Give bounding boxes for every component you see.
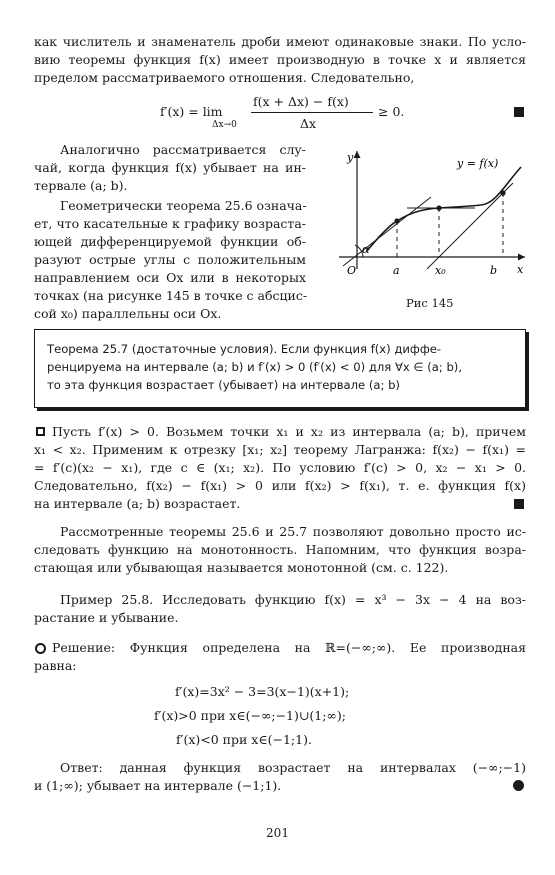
tangent-line: [343, 197, 431, 266]
figure-caption: Рис 145: [406, 296, 454, 310]
solution-line-1: Решение: Функция определена на ℝ=(−∞;∞). Ее производная: [52, 640, 526, 655]
example-line-2: растание и убывание.: [34, 610, 179, 625]
left-text-4: Геометрически теорема 25.6 означа-: [60, 198, 307, 213]
theorem-box: [34, 329, 526, 408]
proof-line-5: на интервале (a; b) возрастает.: [34, 496, 241, 511]
left-text-5: ет, что касательные к графику возраста-: [34, 216, 306, 231]
answer-line-1: Ответ: данная функция возрастает на интервалах (−∞;−1): [60, 760, 526, 775]
remark-line-3: стающая или убывающая называется монотонной (см. с. 122).: [34, 560, 449, 575]
point-x0: [436, 205, 441, 210]
limit-numerator: f(x + Δx) − f(x): [253, 94, 349, 109]
proof-start-square: [36, 427, 45, 436]
left-text-3: тервале (a; b).: [34, 178, 128, 193]
secant-line: [427, 183, 513, 269]
left-text-2: чай, когда функция f(x) убывает на ин-: [34, 160, 306, 175]
example-line-1: Пример 25.8. Исследовать функцию f(x) = x³ − 3x − 4 на воз-: [60, 592, 526, 607]
intro-line-3: пределом рассматриваемого отношения. Следовательно,: [34, 70, 415, 85]
left-text-7: разуют острые углы с положительным: [34, 252, 306, 267]
left-text-10: сой x₀) параллельны оси Ox.: [34, 306, 222, 321]
proof-line-2: x₁ < x₂. Применим к отрезку [x₁; x₂] теорему Лагранжа: f(x₂) − f(x₁) =: [34, 442, 526, 457]
theorem-line-2: ренцируема на интервале (a; b) и f′(x) > 0 (f′(x) < 0) для ∀x ∈ (a; b),: [47, 360, 463, 374]
limit-rhs: ≥ 0.: [378, 104, 405, 119]
intro-line-1: как числитель и знаменатель дроби имеют одинаковые знаки. По усло-: [34, 34, 526, 49]
curve-label: y = f(x): [457, 157, 499, 170]
left-text-9: точках (на рисунке 145 в точке c абсцис-: [34, 288, 308, 303]
end-proof-square: [514, 107, 524, 117]
y-axis-label: y: [347, 151, 354, 164]
left-text-8: направлением оси Ox или в некоторых: [34, 270, 306, 285]
point-b: [500, 190, 505, 195]
tick-a: a: [393, 264, 400, 277]
point-a: [394, 218, 399, 223]
formula-derivative: f′(x)=3x² − 3=3(x−1)(x+1);: [175, 684, 350, 699]
tick-x0: x₀: [435, 264, 446, 277]
tick-b: b: [490, 264, 498, 277]
function-curve: [367, 167, 521, 251]
left-text-6: ющей дифференцируемой функции об-: [34, 234, 306, 249]
page-number: 201: [266, 826, 289, 840]
remark-line-1: Рассмотренные теоремы 25.6 и 25.7 позволяют довольно просто ис-: [60, 524, 526, 539]
x-axis-label: x: [517, 263, 524, 276]
formula-positive: f′(x)>0 при x∈(−∞;−1)∪(1;∞);: [154, 708, 346, 723]
intro-line-2: вию теоремы функция f(x) имеет производную в точке x и является: [34, 52, 526, 67]
solution-line-2: равна:: [34, 658, 77, 673]
answer-line-2: и (1;∞); убывает на интервале (−1;1).: [34, 778, 282, 793]
theorem-line-3: то эта функция возрастает (убывает) на интервале (a; b): [47, 378, 400, 392]
origin-label: O: [347, 264, 357, 277]
limit-lhs: f′(x) = lim: [160, 104, 223, 119]
remark-line-2: следовать функцию на монотонность. Напомним, что функция возра-: [34, 542, 526, 557]
alpha-label: α: [362, 243, 370, 256]
limit-denominator: Δx: [300, 116, 317, 131]
figure-145: [335, 145, 530, 295]
end-solution-dot: [513, 780, 524, 791]
proof-line-3: = f′(c)(x₂ − x₁), где c ∈ (x₁; x₂). По условию f′(c) > 0, x₂ − x₁ > 0.: [34, 460, 526, 475]
proof-line-1: Пусть f′(x) > 0. Возьмем точки x₁ и x₂ из интервала (a; b), причем: [52, 424, 526, 439]
theorem-line-1: Теорема 25.7 (достаточные условия). Если функция f(x) диффе-: [47, 342, 442, 356]
proof-end-square: [514, 499, 524, 509]
left-text-1: Аналогично рассматривается слу-: [60, 142, 306, 157]
limit-sub: Δx→0: [212, 120, 237, 130]
fraction-bar: [251, 112, 373, 113]
solution-marker: [35, 643, 46, 654]
formula-negative: f′(x)<0 при x∈(−1;1).: [176, 732, 312, 747]
proof-line-4: Следовательно, f(x₂) − f(x₁) > 0 или f(x₂) > f(x₁), т. е. функция f(x): [34, 478, 526, 493]
